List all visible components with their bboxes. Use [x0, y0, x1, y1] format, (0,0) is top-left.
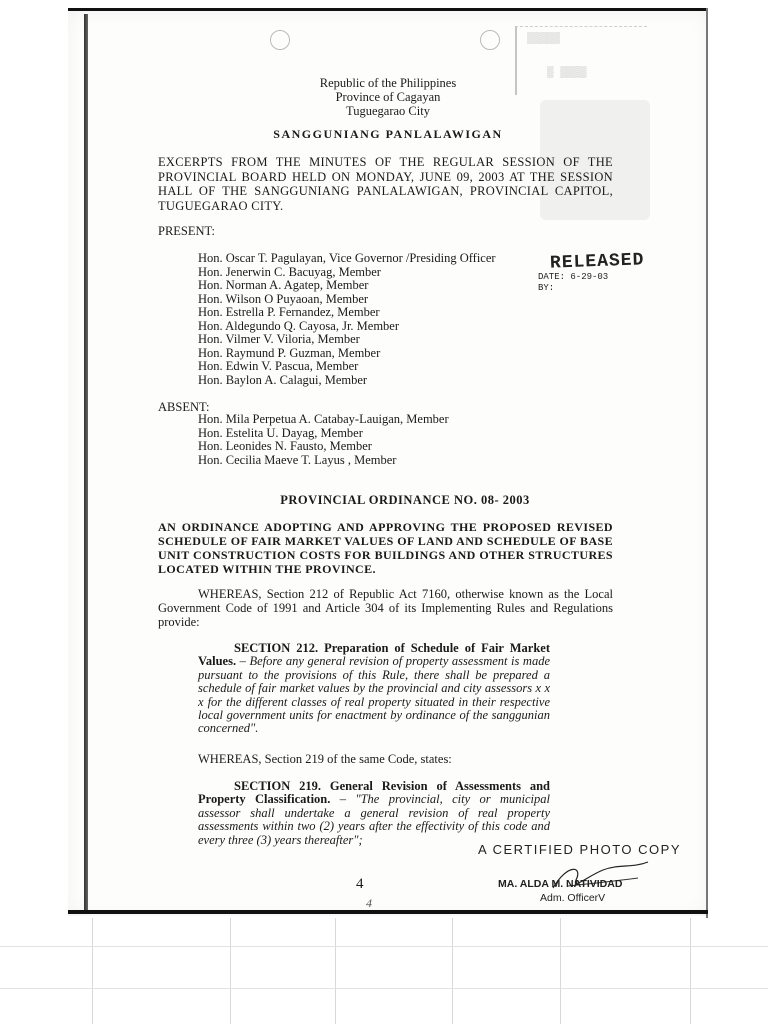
section-212-text: – Before any general revision of property assessment is made pursuant to the provisions of this Rule, there shall be prepared a schedule of fair market values by the provincial and city assessors x x x for the different classes of real property situated in their respective local government units for enactment by ordinance of the sanggunian concerned".: [198, 654, 550, 736]
released-stamp-date: DATE: 6-29-03: [538, 272, 609, 282]
certified-copy-stamp: A CERTIFIED PHOTO COPY: [478, 842, 681, 857]
section-219-text: – "The provincial, city or municipal assessor shall undertake a general revision of real property assessments within two (2) years after the effectivity of this code and every three (3) years thereafter";: [198, 792, 550, 847]
present-member: Hon. Vilmer V. Viloria, Member: [198, 332, 360, 346]
absent-member: Hon. Estelita U. Dayag, Member: [198, 425, 363, 440]
certifier-title: Adm. OfficerV: [540, 892, 606, 904]
ordinance-number: PROVINCIAL ORDINANCE NO. 08- 2003: [280, 493, 530, 507]
receipt-stamp-faded: ▒▒▒▒▒ ▒ ▒▒▒▒: [515, 26, 647, 95]
present-member: Hon. Norman A. Agatep, Member: [198, 278, 369, 292]
section-219-quote: [198, 780, 550, 847]
present-label: PRESENT:: [158, 224, 216, 238]
absent-label: ABSENT:: [158, 400, 210, 414]
present-member: Hon. Jenerwin C. Bacuyag, Member: [198, 264, 381, 279]
binding-edge: [84, 14, 88, 912]
header-republic: Republic of the Philippines: [319, 76, 457, 90]
released-stamp-by: BY:: [538, 283, 555, 293]
background-scan-lines: [0, 918, 768, 1024]
page-bottom-edge: [68, 910, 708, 914]
section-219-heading: SECTION 219. General Revision of Assessments and Property Classification.: [198, 779, 550, 807]
present-member: Hon. Aldegundo Q. Cayosa, Jr. Member: [198, 318, 400, 333]
certifier-name: MA. ALDA M. NATIVIDAD: [498, 878, 623, 890]
punch-hole: [480, 30, 500, 50]
council-heading: SANGGUNIANG PANLALAWIGAN: [273, 127, 503, 141]
released-stamp-title: RELEASED: [549, 250, 645, 274]
present-member: Hon. Wilson O Puyaoan, Member: [198, 291, 369, 306]
header-city: Tuguegarao City: [346, 104, 430, 118]
present-member: Hon. Edwin V. Pascua, Member: [198, 359, 359, 373]
present-member: Hon. Estrella P. Fernandez, Member: [198, 305, 380, 319]
present-member: Hon. Baylon A. Calagui, Member: [198, 372, 368, 387]
present-member: Hon. Raymund P. Guzman, Member: [198, 345, 381, 360]
header-province: Province of Cagayan: [335, 90, 441, 104]
page-number: 4: [356, 876, 364, 892]
absent-member: Hon. Cecilia Maeve T. Layus , Member: [198, 452, 397, 467]
section-212-quote: [198, 642, 550, 736]
whereas-section-219: WHEREAS, Section 219 of the same Code, states:: [198, 752, 452, 766]
whereas-section-212: WHEREAS, Section 212 of Republic Act 7160, otherwise known as the Local Government Code of 1991 and Article 304 of its Implementing Rules and Regulations provide:: [158, 587, 613, 630]
excerpt-paragraph: EXCERPTS FROM THE MINUTES OF THE REGULAR SESSION OF THE PROVINCIAL BOARD HELD ON MONDAY, JUNE 09, 2003 AT THE SESSION HALL OF THE SANGGUNIANG PANLALAWIGAN, PROVINCIAL CAPITOL, TUGUEGARAO CITY.: [158, 155, 613, 213]
page-right-edge: [706, 8, 708, 918]
present-member: Hon. Oscar T. Pagulayan, Vice Governor /Presiding Officer: [198, 251, 496, 265]
absent-member: Hon. Mila Perpetua A. Catabay-Lauigan, Member: [198, 412, 449, 426]
punch-hole: [270, 30, 290, 50]
absent-member: Hon. Leonides N. Fausto, Member: [198, 439, 372, 453]
released-stamp: [538, 252, 650, 296]
page-number-handwritten: 4: [366, 896, 372, 910]
section-212-heading: SECTION 212. Preparation of Schedule of Fair Market Values.: [198, 641, 550, 669]
ordinance-title: AN ORDINANCE ADOPTING AND APPROVING THE PROPOSED REVISED SCHEDULE OF FAIR MARKET VALUES OF LAND AND SCHEDULE OF BASE UNIT CONSTRUCTION COSTS FOR BUILDINGS AND OTHER STRUCTURES LOCATED WITHIN THE PROVINCE.: [158, 520, 613, 576]
